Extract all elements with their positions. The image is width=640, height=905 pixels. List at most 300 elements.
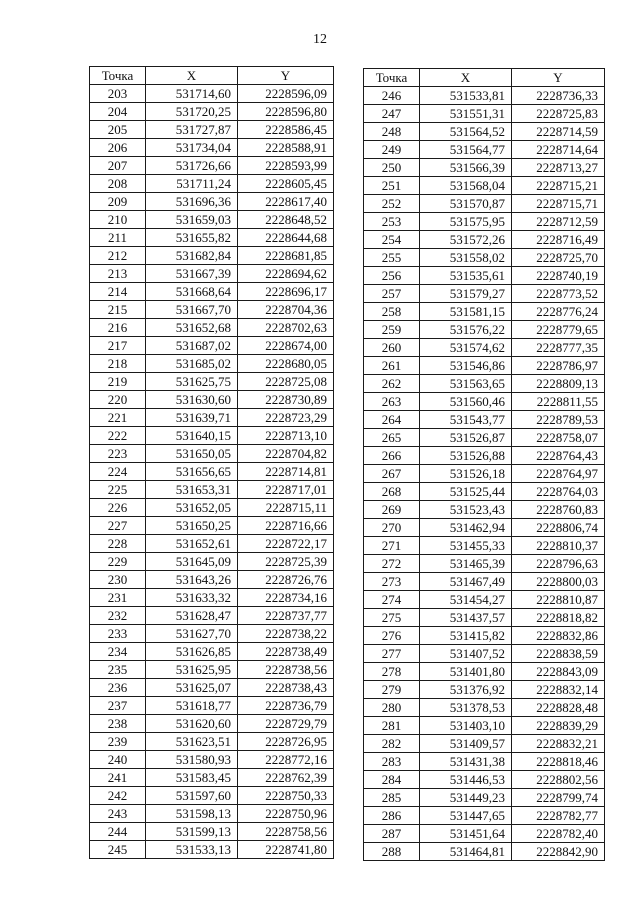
y-cell: 2228786,97 (512, 357, 605, 375)
table-row (90, 193, 334, 211)
point-cell: 211 (90, 229, 146, 247)
x-cell: 531455,33 (420, 537, 512, 555)
y-cell: 2228696,17 (238, 283, 334, 301)
point-cell: 205 (90, 121, 146, 139)
x-cell: 531734,04 (146, 139, 238, 157)
x-cell: 531640,15 (146, 427, 238, 445)
point-cell: 278 (364, 663, 420, 681)
x-cell: 531462,94 (420, 519, 512, 537)
table-row (364, 123, 605, 141)
y-cell: 2228764,43 (512, 447, 605, 465)
table-row (364, 663, 605, 681)
point-cell: 220 (90, 391, 146, 409)
table-row (90, 571, 334, 589)
point-cell: 233 (90, 625, 146, 643)
table-row (90, 301, 334, 319)
y-cell: 2228796,63 (512, 555, 605, 573)
point-cell: 212 (90, 247, 146, 265)
table-row (364, 429, 605, 447)
y-cell: 2228764,03 (512, 483, 605, 501)
x-cell: 531533,81 (420, 87, 512, 105)
x-cell: 531451,64 (420, 825, 512, 843)
y-cell: 2228723,29 (238, 409, 334, 427)
x-cell: 531579,27 (420, 285, 512, 303)
x-cell: 531620,60 (146, 715, 238, 733)
y-cell: 2228713,10 (238, 427, 334, 445)
x-cell: 531566,39 (420, 159, 512, 177)
point-cell: 208 (90, 175, 146, 193)
point-cell: 242 (90, 787, 146, 805)
y-cell: 2228779,65 (512, 321, 605, 339)
x-cell: 531560,46 (420, 393, 512, 411)
point-cell: 216 (90, 319, 146, 337)
point-cell: 286 (364, 807, 420, 825)
x-cell: 531687,02 (146, 337, 238, 355)
x-cell: 531526,87 (420, 429, 512, 447)
point-cell: 264 (364, 411, 420, 429)
y-cell: 2228760,83 (512, 501, 605, 519)
point-cell: 244 (90, 823, 146, 841)
y-cell: 2228799,74 (512, 789, 605, 807)
table-row (364, 735, 605, 753)
y-cell: 2228750,33 (238, 787, 334, 805)
point-cell: 207 (90, 157, 146, 175)
point-cell: 225 (90, 481, 146, 499)
table-row (90, 769, 334, 787)
table-row (364, 303, 605, 321)
y-cell: 2228712,59 (512, 213, 605, 231)
point-cell: 219 (90, 373, 146, 391)
x-cell: 531568,04 (420, 177, 512, 195)
table-row (90, 607, 334, 625)
point-cell: 206 (90, 139, 146, 157)
table-row (364, 825, 605, 843)
point-cell: 284 (364, 771, 420, 789)
point-cell: 282 (364, 735, 420, 753)
x-cell: 531403,10 (420, 717, 512, 735)
y-cell: 2228738,56 (238, 661, 334, 679)
point-cell: 218 (90, 355, 146, 373)
y-cell: 2228730,89 (238, 391, 334, 409)
x-cell: 531726,66 (146, 157, 238, 175)
y-cell: 2228716,49 (512, 231, 605, 249)
x-cell: 531543,77 (420, 411, 512, 429)
y-cell: 2228773,52 (512, 285, 605, 303)
y-cell: 2228715,21 (512, 177, 605, 195)
point-cell: 224 (90, 463, 146, 481)
point-cell: 283 (364, 753, 420, 771)
x-cell: 531523,43 (420, 501, 512, 519)
point-cell: 234 (90, 643, 146, 661)
point-cell: 237 (90, 697, 146, 715)
y-cell: 2228704,36 (238, 301, 334, 319)
table-row (364, 411, 605, 429)
y-cell: 2228586,45 (238, 121, 334, 139)
point-cell: 274 (364, 591, 420, 609)
x-cell: 531580,93 (146, 751, 238, 769)
x-cell: 531643,26 (146, 571, 238, 589)
table-row (364, 609, 605, 627)
y-cell: 2228758,07 (512, 429, 605, 447)
y-cell: 2228818,46 (512, 753, 605, 771)
x-cell: 531564,77 (420, 141, 512, 159)
table-row (364, 807, 605, 825)
coordinates-table-left (89, 66, 334, 859)
x-cell: 531652,05 (146, 499, 238, 517)
x-cell: 531401,80 (420, 663, 512, 681)
x-cell: 531652,68 (146, 319, 238, 337)
table-row (364, 357, 605, 375)
x-cell: 531668,64 (146, 283, 238, 301)
y-cell: 2228725,70 (512, 249, 605, 267)
x-cell: 531630,60 (146, 391, 238, 409)
table-row (364, 501, 605, 519)
point-cell: 240 (90, 751, 146, 769)
point-cell: 270 (364, 519, 420, 537)
point-cell: 288 (364, 843, 420, 861)
x-cell: 531597,60 (146, 787, 238, 805)
y-cell: 2228838,59 (512, 645, 605, 663)
point-cell: 275 (364, 609, 420, 627)
x-cell: 531533,13 (146, 841, 238, 859)
x-cell: 531598,13 (146, 805, 238, 823)
y-cell: 2228734,16 (238, 589, 334, 607)
x-cell: 531575,95 (420, 213, 512, 231)
y-cell: 2228596,80 (238, 103, 334, 121)
x-cell: 531633,32 (146, 589, 238, 607)
x-cell: 531618,77 (146, 697, 238, 715)
table-header-row (364, 69, 605, 87)
y-cell: 2228802,56 (512, 771, 605, 789)
table-row (90, 445, 334, 463)
table-row (90, 841, 334, 859)
table-row (364, 231, 605, 249)
x-cell: 531574,62 (420, 339, 512, 357)
table-header-row (90, 67, 334, 85)
y-cell: 2228740,19 (512, 267, 605, 285)
table-row (364, 447, 605, 465)
y-cell: 2228758,56 (238, 823, 334, 841)
point-cell: 272 (364, 555, 420, 573)
x-cell: 531564,52 (420, 123, 512, 141)
y-cell: 2228605,45 (238, 175, 334, 193)
y-cell: 2228839,29 (512, 717, 605, 735)
x-cell: 531376,92 (420, 681, 512, 699)
table-row (364, 681, 605, 699)
x-cell: 531655,82 (146, 229, 238, 247)
y-cell: 2228694,62 (238, 265, 334, 283)
table-row (364, 573, 605, 591)
table-row (364, 285, 605, 303)
x-cell: 531659,03 (146, 211, 238, 229)
point-cell: 247 (364, 105, 420, 123)
table-row (90, 553, 334, 571)
point-cell: 279 (364, 681, 420, 699)
x-cell: 531558,02 (420, 249, 512, 267)
point-cell: 285 (364, 789, 420, 807)
y-cell: 2228828,48 (512, 699, 605, 717)
coordinates-table-right (363, 68, 605, 861)
table-row (364, 843, 605, 861)
point-cell: 210 (90, 211, 146, 229)
y-cell: 2228596,09 (238, 85, 334, 103)
y-cell: 2228725,83 (512, 105, 605, 123)
x-cell: 531667,70 (146, 301, 238, 319)
x-cell: 531551,31 (420, 105, 512, 123)
x-cell: 531409,57 (420, 735, 512, 753)
x-cell: 531656,65 (146, 463, 238, 481)
point-cell: 214 (90, 283, 146, 301)
point-cell: 227 (90, 517, 146, 535)
x-cell: 531625,07 (146, 679, 238, 697)
table-row (364, 141, 605, 159)
point-cell: 248 (364, 123, 420, 141)
x-cell: 531526,18 (420, 465, 512, 483)
point-cell: 221 (90, 409, 146, 427)
x-cell: 531446,53 (420, 771, 512, 789)
y-cell: 2228809,13 (512, 375, 605, 393)
x-cell: 531711,24 (146, 175, 238, 193)
column-header-x: X (420, 69, 512, 87)
point-cell: 263 (364, 393, 420, 411)
table-row (364, 105, 605, 123)
y-cell: 2228736,79 (238, 697, 334, 715)
point-cell: 213 (90, 265, 146, 283)
point-cell: 269 (364, 501, 420, 519)
y-cell: 2228593,99 (238, 157, 334, 175)
table-row (90, 139, 334, 157)
y-cell: 2228729,79 (238, 715, 334, 733)
point-cell: 230 (90, 571, 146, 589)
point-cell: 236 (90, 679, 146, 697)
point-cell: 256 (364, 267, 420, 285)
table-row (90, 499, 334, 517)
y-cell: 2228737,77 (238, 607, 334, 625)
x-cell: 531535,61 (420, 267, 512, 285)
point-cell: 276 (364, 627, 420, 645)
point-cell: 262 (364, 375, 420, 393)
point-cell: 287 (364, 825, 420, 843)
point-cell: 228 (90, 535, 146, 553)
point-cell: 238 (90, 715, 146, 733)
table-row (90, 787, 334, 805)
x-cell: 531639,71 (146, 409, 238, 427)
point-cell: 246 (364, 87, 420, 105)
point-cell: 281 (364, 717, 420, 735)
x-cell: 531431,38 (420, 753, 512, 771)
y-cell: 2228738,22 (238, 625, 334, 643)
table-row (364, 339, 605, 357)
x-cell: 531563,65 (420, 375, 512, 393)
x-cell: 531667,39 (146, 265, 238, 283)
column-header-point: Точка (364, 69, 420, 87)
y-cell: 2228674,00 (238, 337, 334, 355)
y-cell: 2228811,55 (512, 393, 605, 411)
x-cell: 531727,87 (146, 121, 238, 139)
table-row (364, 249, 605, 267)
table-row (90, 391, 334, 409)
point-cell: 255 (364, 249, 420, 267)
table-row (90, 661, 334, 679)
table-row (90, 409, 334, 427)
table-row (90, 481, 334, 499)
x-cell: 531447,65 (420, 807, 512, 825)
table-row (90, 157, 334, 175)
y-cell: 2228762,39 (238, 769, 334, 787)
x-cell: 531454,27 (420, 591, 512, 609)
x-cell: 531625,75 (146, 373, 238, 391)
table-row (90, 823, 334, 841)
table-row (90, 337, 334, 355)
y-cell: 2228725,39 (238, 553, 334, 571)
y-cell: 2228725,08 (238, 373, 334, 391)
table-row (90, 121, 334, 139)
point-cell: 249 (364, 141, 420, 159)
x-cell: 531626,85 (146, 643, 238, 661)
table-row (364, 789, 605, 807)
y-cell: 2228736,33 (512, 87, 605, 105)
x-cell: 531682,84 (146, 247, 238, 265)
y-cell: 2228741,80 (238, 841, 334, 859)
x-cell: 531599,13 (146, 823, 238, 841)
y-cell: 2228832,14 (512, 681, 605, 699)
table-row (364, 267, 605, 285)
x-cell: 531696,36 (146, 193, 238, 211)
table-row (364, 717, 605, 735)
point-cell: 257 (364, 285, 420, 303)
y-cell: 2228738,43 (238, 679, 334, 697)
y-cell: 2228738,49 (238, 643, 334, 661)
x-cell: 531415,82 (420, 627, 512, 645)
table-row (364, 591, 605, 609)
table-row (90, 751, 334, 769)
column-header-y: Y (512, 69, 605, 87)
table-row (90, 355, 334, 373)
y-cell: 2228715,71 (512, 195, 605, 213)
table-row (364, 177, 605, 195)
table-row (90, 229, 334, 247)
table-row (90, 427, 334, 445)
x-cell: 531653,31 (146, 481, 238, 499)
table-row (90, 103, 334, 121)
table-row (364, 537, 605, 555)
column-header-point: Точка (90, 67, 146, 85)
table-row (364, 645, 605, 663)
x-cell: 531652,61 (146, 535, 238, 553)
x-cell: 531546,86 (420, 357, 512, 375)
y-cell: 2228777,35 (512, 339, 605, 357)
y-cell: 2228776,24 (512, 303, 605, 321)
x-cell: 531378,53 (420, 699, 512, 717)
point-cell: 268 (364, 483, 420, 501)
table-row (90, 85, 334, 103)
table-row (90, 625, 334, 643)
point-cell: 251 (364, 177, 420, 195)
point-cell: 266 (364, 447, 420, 465)
table-row (90, 643, 334, 661)
y-cell: 2228648,52 (238, 211, 334, 229)
point-cell: 204 (90, 103, 146, 121)
point-cell: 250 (364, 159, 420, 177)
table-row (364, 555, 605, 573)
table-row (90, 679, 334, 697)
y-cell: 2228842,90 (512, 843, 605, 861)
x-cell: 531407,52 (420, 645, 512, 663)
point-cell: 229 (90, 553, 146, 571)
table-row (90, 283, 334, 301)
table-row (90, 589, 334, 607)
point-cell: 253 (364, 213, 420, 231)
y-cell: 2228714,81 (238, 463, 334, 481)
point-cell: 235 (90, 661, 146, 679)
table-row (90, 175, 334, 193)
table-body-left (90, 85, 334, 859)
y-cell: 2228722,17 (238, 535, 334, 553)
x-cell: 531714,60 (146, 85, 238, 103)
point-cell: 232 (90, 607, 146, 625)
y-cell: 2228716,66 (238, 517, 334, 535)
y-cell: 2228713,27 (512, 159, 605, 177)
table-row (364, 393, 605, 411)
x-cell: 531525,44 (420, 483, 512, 501)
y-cell: 2228714,59 (512, 123, 605, 141)
y-cell: 2228588,91 (238, 139, 334, 157)
y-cell: 2228726,95 (238, 733, 334, 751)
y-cell: 2228818,82 (512, 609, 605, 627)
table-row (90, 805, 334, 823)
table-row (90, 697, 334, 715)
x-cell: 531685,02 (146, 355, 238, 373)
table-row (364, 375, 605, 393)
point-cell: 245 (90, 841, 146, 859)
table-row (364, 483, 605, 501)
point-cell: 259 (364, 321, 420, 339)
y-cell: 2228782,77 (512, 807, 605, 825)
table-row (364, 699, 605, 717)
table-row (90, 373, 334, 391)
point-cell: 203 (90, 85, 146, 103)
table-row (364, 321, 605, 339)
table-row (364, 213, 605, 231)
column-header-y: Y (238, 67, 334, 85)
y-cell: 2228617,40 (238, 193, 334, 211)
point-cell: 226 (90, 499, 146, 517)
x-cell: 531583,45 (146, 769, 238, 787)
x-cell: 531650,25 (146, 517, 238, 535)
x-cell: 531437,57 (420, 609, 512, 627)
x-cell: 531526,88 (420, 447, 512, 465)
y-cell: 2228810,87 (512, 591, 605, 609)
point-cell: 231 (90, 589, 146, 607)
y-cell: 2228702,63 (238, 319, 334, 337)
point-cell: 260 (364, 339, 420, 357)
point-cell: 273 (364, 573, 420, 591)
column-header-x: X (146, 67, 238, 85)
y-cell: 2228764,97 (512, 465, 605, 483)
y-cell: 2228714,64 (512, 141, 605, 159)
table-row (364, 87, 605, 105)
point-cell: 258 (364, 303, 420, 321)
point-cell: 209 (90, 193, 146, 211)
point-cell: 267 (364, 465, 420, 483)
x-cell: 531449,23 (420, 789, 512, 807)
point-cell: 215 (90, 301, 146, 319)
page-number: 12 (313, 32, 327, 47)
x-cell: 531576,22 (420, 321, 512, 339)
point-cell: 254 (364, 231, 420, 249)
table-row (90, 211, 334, 229)
table-row (90, 463, 334, 481)
